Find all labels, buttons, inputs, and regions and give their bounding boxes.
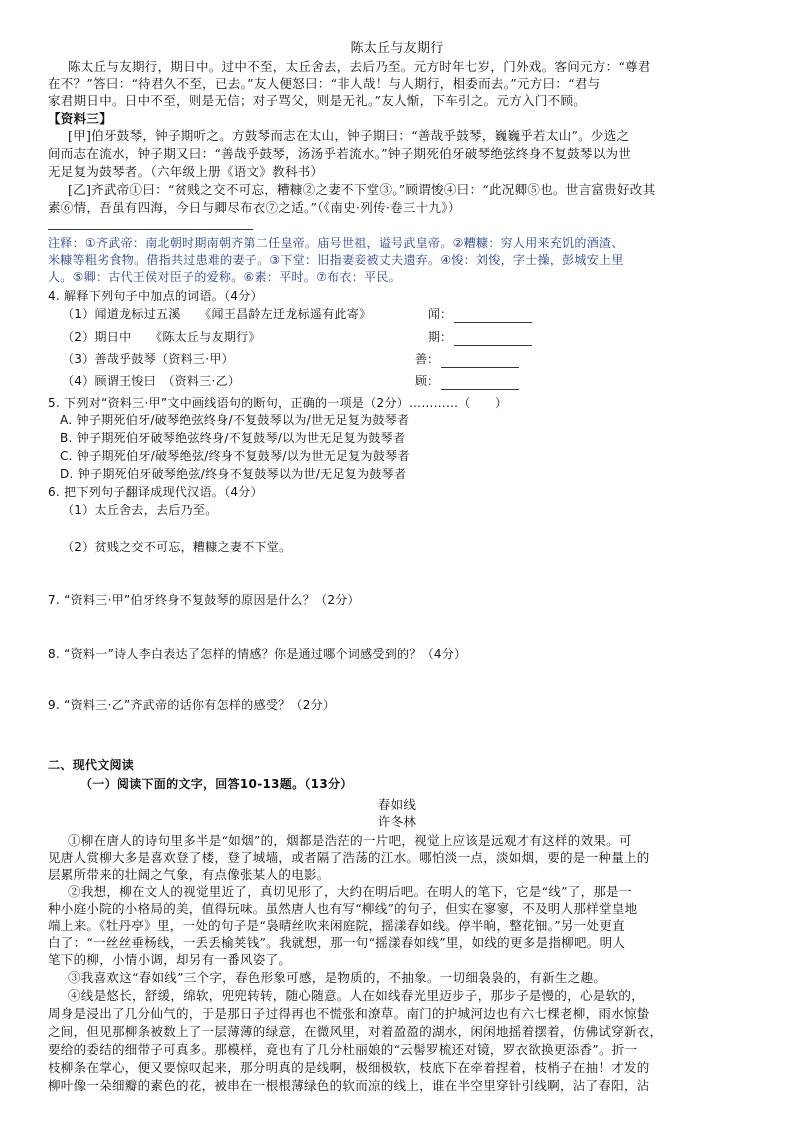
q6-item-2: （2）贫贱之交不可忘，糟糠之妻不下堂。 — [62, 540, 292, 554]
essay-line: 柳叶像一朵细瓣的素色的花，被串在一根根薄绿色的软而凉的线上，谁在半空里穿针引线啊，沾了春阳，沾 — [48, 1078, 650, 1093]
section-2-heading: 二、现代文阅读 — [48, 758, 135, 772]
paragraph-line: [甲]伯牙鼓琴，钟子期听之。方鼓琴而志在太山，钟子期曰：“善哉乎鼓琴，巍巍乎若太山”。少选之 — [68, 128, 630, 143]
question-8: 8. “资料一”诗人李白表达了怎样的情感？你是通过哪个词感受到的？（4分） — [48, 647, 467, 661]
footnote-line: 米糠等粗劣食物。借指共过患难的妻子。③下堂：旧指妻妾被丈夫遗弃。④悛：刘悛，字士操，彭城安上里 — [48, 253, 624, 267]
q4-item-1: （1）闻道龙标过五溪 《闻王昌龄左迁龙标遥有此寄》 — [62, 307, 372, 321]
paragraph-line: 素⑥情，吾虽有四海，今日与卿尽布衣⑦之适。”（《南史·列传·卷三十九》） — [48, 200, 461, 215]
question-4-stem: 4. 解释下列句子中加点的词语。（4分） — [48, 289, 263, 303]
essay-line: 端上来。《牡丹亭》里，一处的句子是“袅晴丝吹来闲庭院，摇漾春如线。停半晌，整花钿。”另一处更直 — [48, 918, 625, 933]
essay-author: 许冬林 — [377, 814, 417, 829]
essay-line: 种小庭小院的小格局的美，值得玩味。虽然唐人也有写“柳线”的句子，但实在寥寥，不及明人那样堂皇地 — [48, 901, 638, 916]
subsection-heading: （一）阅读下面的文字，回答10-13题。（13分） — [80, 777, 353, 791]
essay-line: 之间，但见那柳条被数上了一层薄薄的绿意，在微风里，对着盈盈的湖水，闲闲地摇着摆着，仿佛试穿新衣， — [48, 1024, 663, 1039]
essay-line: ①柳在唐人的诗句里多半是“如烟”的，烟都是浩茫的一片吧，视觉上应该是远观才有这样的效果。可 — [68, 833, 632, 848]
essay-line: 周身是浸出了几分仙气的，于是那日子过得再也不慌张和潦草。南门的护城河边也有六七棵老柳，雨水惊蛰 — [48, 1006, 650, 1021]
essay-line: 见唐人赏柳大多是喜欢登了楼，登了城墙，或者隔了浩荡的江水。哪怕淡一点，淡如烟，要的是一种量上的 — [48, 850, 650, 865]
section-label: 【资料三】 — [48, 111, 113, 126]
paragraph-line: 间而志在流水，钟子期又曰：“善哉乎鼓琴，汤汤乎若流水。”钟子期死伯牙破琴绝弦终身不复鼓琴以为世 — [48, 146, 632, 161]
essay-line: 要给的委结的细带子可真多。那模样，竟也有了几分杜丽娘的“云髻罗梳还对镜，罗衣欲换更添香”。折一 — [48, 1042, 638, 1057]
essay-title: 春如线 — [377, 797, 417, 812]
footnote-divider — [48, 229, 253, 230]
essay-line: ③我喜欢这“春如线”三个字，春色形象可感，是物质的，不抽象。一切细袅袅的，有新生之趣。 — [68, 970, 607, 985]
essay-line: 白了：“一丝丝垂杨线，一丢丢榆荚钱”。我就想，那一句“摇漾春如线”里，如线的更多是指柳吧。明人 — [48, 935, 626, 950]
q4-item-4: （4）顾谓王悛曰 （资料三·乙） — [62, 374, 241, 388]
q5-option-b[interactable]: B. 钟子期死伯牙破琴绝弦终身/不复鼓琴/以为世无足复为鼓琴者 — [60, 431, 406, 445]
q4-answer-4[interactable]: 顾： — [415, 373, 519, 390]
q4-answer-3[interactable]: 善： — [415, 351, 519, 368]
paragraph-line: 家君期日中。日中不至，则是无信；对子骂父，则是无礼。”友人惭，下车引之。元方入门不顾。 — [48, 93, 587, 108]
essay-line: ④线是悠长，舒缓，绵软，兜兜转转，随心随意。人在如线春光里迈步子，那步子是慢的，心是软的， — [68, 988, 645, 1003]
q6-item-1: （1）太丘舍去，去后乃至。 — [62, 503, 218, 517]
classical-text-title: 陈太丘与友期行 — [350, 41, 444, 56]
question-9: 9. “资料三·乙”齐武帝的话你有怎样的感受？（2分） — [48, 698, 336, 712]
q4-answer-1[interactable]: 闻： — [428, 306, 532, 323]
footnote-line: 注释：①齐武帝：南北朝时期南朝齐第二任皇帝。庙号世祖，谥号武皇帝。②糟糠：穷人用来充饥的酒渣、 — [48, 236, 624, 250]
essay-line: ②我想，柳在文人的视觉里近了，真切见形了，大约在明后吧。在明人的笔下，它是“线”了，那是一 — [68, 884, 632, 899]
paragraph-line: 在不？”答曰：“待君久不至，已去。”友人便怒曰：“非人哉！与人期行，相委而去。”元方曰：“君与 — [48, 76, 601, 91]
q4-answer-2[interactable]: 期： — [428, 329, 532, 346]
essay-line: 层累所带来的壮阔之气象，有点像张某人的电影。 — [48, 867, 330, 882]
q5-option-c[interactable]: C. 钟子期死伯牙/破琴绝弦/终身不复鼓琴/以为世无足复为鼓琴者 — [60, 449, 410, 463]
q4-item-3: （3）善哉乎鼓琴（资料三·甲） — [62, 352, 234, 366]
paragraph-line: 无足复为鼓琴者。（六年级上册《语文》教科书） — [48, 164, 324, 179]
essay-line: 笔下的柳，小情小调，却另有一番风姿了。 — [48, 952, 292, 967]
question-7: 7. “资料三·甲”伯牙终身不复鼓琴的原因是什么？（2分） — [48, 593, 360, 607]
q5-option-d[interactable]: D. 钟子期死伯牙破琴绝弦/终身不复鼓琴以为世/无足复为鼓琴者 — [60, 467, 407, 481]
q4-item-2: （2）期日中 《陈太丘与友期行》 — [62, 330, 261, 344]
essay-line: 枝柳条在掌心，便又要惊叹起来，那分明真的是线啊，极细极软，枝底下在牵着捏着，枝梢子在抽！才发的 — [48, 1060, 650, 1075]
paragraph-line: [乙]齐武帝①曰：“贫贱之交不可忘，糟糠②之妻不下堂③。”顾谓悛④曰：“此况卿⑤也。世言富贵好改其 — [68, 182, 656, 197]
question-6-stem: 6. 把下列句子翻译成现代汉语。（4分） — [48, 485, 263, 499]
paragraph-line: 陈太丘与友期行，期日中。过中不至，太丘舍去，去后乃至。元方时年七岁，门外戏。客问元方：“尊君 — [68, 59, 651, 74]
question-5-stem: 5. 下列对“资料三·甲”文中画线语句的断句，正确的一项是（2分）…………（ ） — [48, 396, 508, 410]
footnote-line: 人。⑤卿：古代王侯对臣子的爱称。⑥素：平时。⑦布衣：平民。 — [48, 270, 401, 284]
q5-option-a[interactable]: A. 钟子期死伯牙/破琴绝弦终身/不复鼓琴以为/世无足复为鼓琴者 — [60, 413, 410, 427]
